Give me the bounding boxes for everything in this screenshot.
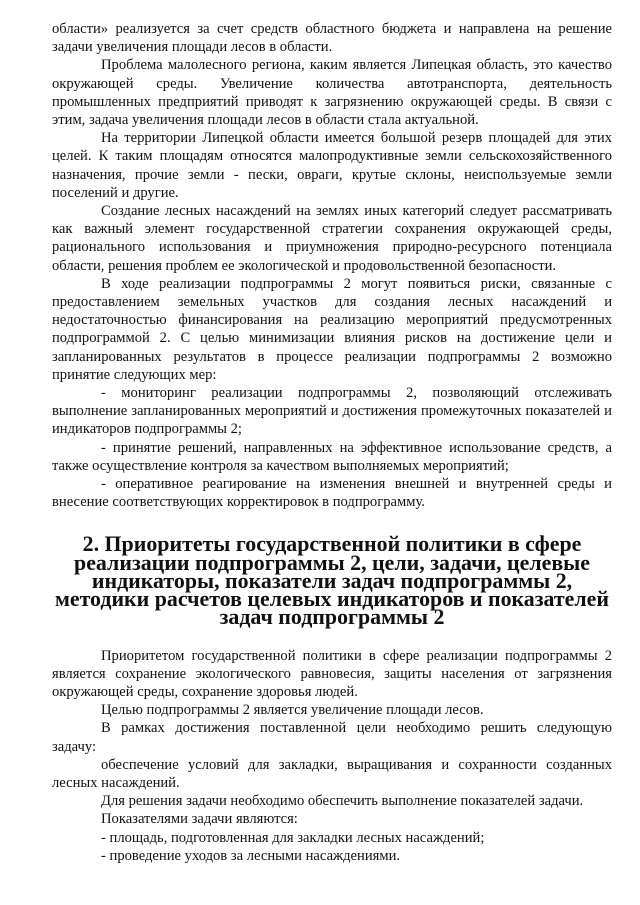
- list-item-decisions: - принятие решений, направленных на эффективное использование средств, а также осуществление контроля за качеством выполняемых мероприятий;: [52, 439, 612, 474]
- paragraph-reserve: На территории Липецкой области имеется большой резерв площадей для этих целей. К таким площадям относятся малопродуктивные земли сельскохозяйственного назначения, прочие земли - пески, овраги, крутые склоны, неиспользуемые земли поселений и другие.: [52, 130, 612, 201]
- paragraph-priority: Приоритетом государственной политики в сфере реализации подпрограммы 2 является сохранение экологического равновесия, защиты населения от загрязнения окружающей среды, сохранение здоровья людей.: [52, 647, 612, 700]
- paragraph-task-intro: В рамках достижения поставленной цели необходимо решить следующую задачу:: [52, 720, 612, 755]
- paragraph-task: обеспечение условий для закладки, выращивания и сохранности созданных лесных насаждений.: [52, 756, 612, 791]
- paragraph-funding: области» реализуется за счет средств областного бюджета и направлена на решение задачи увеличения площади лесов в области.: [52, 21, 612, 56]
- list-item-area: - площадь, подготовленная для закладки лесных насаждений;: [101, 829, 485, 846]
- list-item-monitoring: - мониторинг реализации подпрограммы 2, позволяющий отслеживать выполнение запланированных мероприятий и достижения промежуточных показателей и индикаторов подпрограммы 2;: [52, 385, 612, 438]
- paragraph-problem: Проблема малолесного региона, каким является Липецкая область, это качество окружающей среды. Увеличение количества автотранспорта, деятельность промышленных предприятий приводят к загрязнению окружающей среды. В связи с этим, задача увеличения площади лесов в области стала актуальной.: [52, 57, 612, 129]
- list-item-response: - оперативное реагирование на изменения внешней и внутренней среды и внесение соответствующих корректировок в подпрограмму.: [52, 476, 612, 511]
- paragraph-indicators-need: Для решения задачи необходимо обеспечить выполнение показателей задачи.: [101, 793, 584, 810]
- paragraph-risks: В ходе реализации подпрограммы 2 могут появиться риски, связанные с предоставлением земельных участков для создания лесных насаждений и недостаточностью финансирования на реализацию мероприятий предусмотренных подпрограммой 2. С целью минимизации влияния рисков на достижение цели и запланированных результатов в процессе реализации подпрограммы 2 возможно принятие следующих мер:: [52, 275, 612, 383]
- section-heading: 2. Приоритеты государственной политики в сфере реализации подпрограммы 2, цели, задачи, целевые индикаторы, показатели задач подпрограммы 2, методики расчетов целевых индикаторов и показателей задач подпрограммы 2: [54, 531, 610, 630]
- paragraph-indicators-intro: Показателями задачи являются:: [101, 811, 298, 828]
- paragraph-goal: Целью подпрограммы 2 является увеличение площади лесов.: [101, 702, 484, 719]
- body-text-top: [52, 20, 612, 511]
- document-page: [52, 20, 612, 865]
- body-text-bottom: [52, 647, 612, 865]
- list-item-care: - проведение уходов за лесными насаждениями.: [101, 847, 401, 864]
- paragraph-strategy: Создание лесных насаждений на землях иных категорий следует рассматривать как важный элемент государственной стратегии сохранения окружающей среды, рационального использования и приумножения природно-ресурсного потенциала области, решения проблем ее экологической и продовольственной безопасности.: [52, 203, 612, 274]
